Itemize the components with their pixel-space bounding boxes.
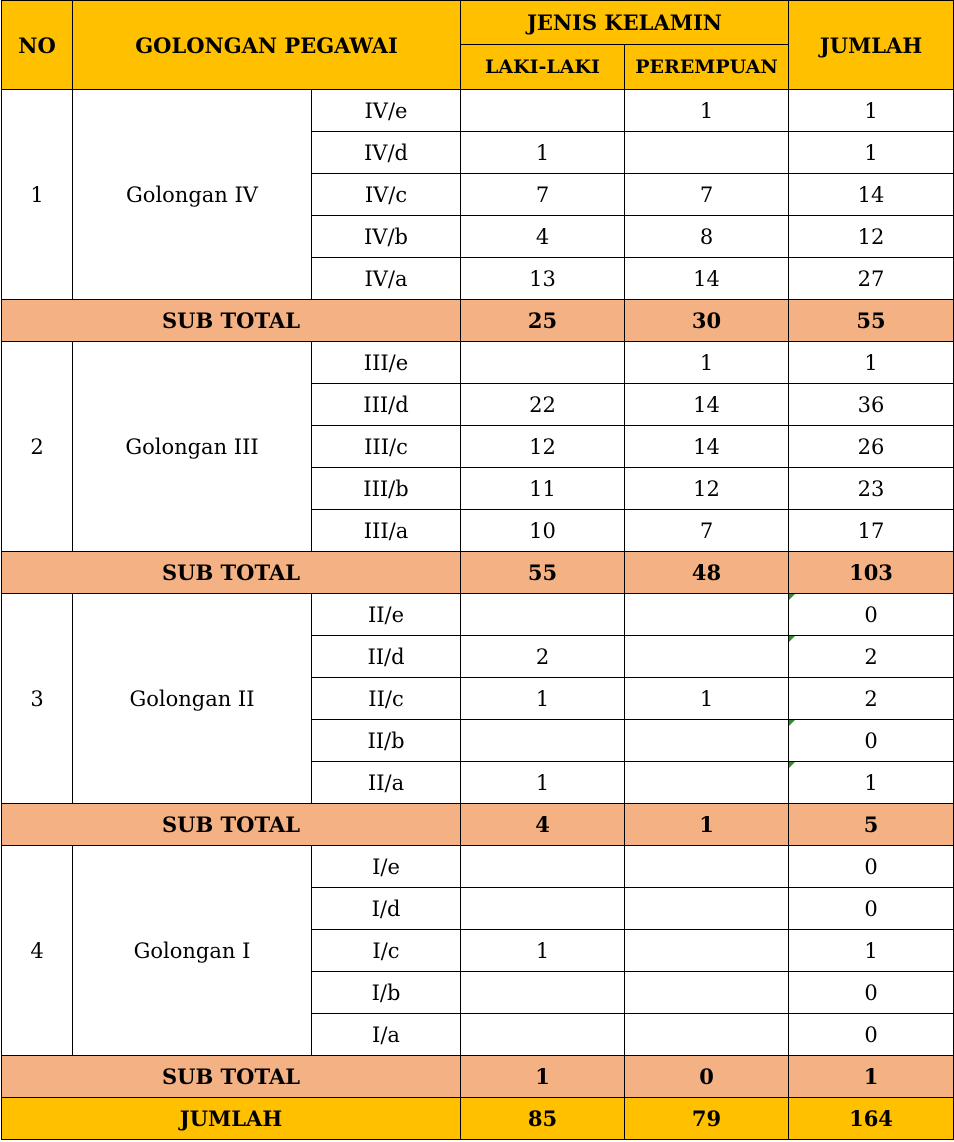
- employee-rank-table: [1, 0, 954, 1140]
- group-number: 2: [2, 342, 73, 552]
- row-total: 12: [789, 216, 954, 258]
- row-total: [789, 762, 954, 804]
- subtotal-male: 1: [461, 1056, 625, 1098]
- male-count: [461, 342, 625, 384]
- female-count: 1: [625, 342, 789, 384]
- header-laki-laki: LAKI-LAKI: [461, 45, 625, 90]
- male-count: 11: [461, 468, 625, 510]
- female-count: [625, 1014, 789, 1056]
- subtotal-total: 1: [789, 1056, 954, 1098]
- row-total-value: 2: [864, 644, 878, 669]
- row-total: 0: [789, 1014, 954, 1056]
- grand-total-female: 79: [625, 1098, 789, 1140]
- row-total: 1: [789, 132, 954, 174]
- male-count: [461, 1014, 625, 1056]
- grade-cell: I/c: [312, 930, 461, 972]
- row-total: 27: [789, 258, 954, 300]
- male-count: [461, 720, 625, 762]
- subtotal-label: SUB TOTAL: [2, 804, 461, 846]
- subtotal-female: 0: [625, 1056, 789, 1098]
- female-count: 14: [625, 258, 789, 300]
- row-total: 1: [789, 90, 954, 132]
- formula-marker-icon: [789, 594, 795, 600]
- subtotal-total: 55: [789, 300, 954, 342]
- male-count: 10: [461, 510, 625, 552]
- group-number: 3: [2, 594, 73, 804]
- male-count: [461, 846, 625, 888]
- formula-marker-icon: [789, 720, 795, 726]
- male-count: 1: [461, 132, 625, 174]
- male-count: 1: [461, 678, 625, 720]
- grade-cell: III/a: [312, 510, 461, 552]
- female-count: 7: [625, 510, 789, 552]
- male-count: 12: [461, 426, 625, 468]
- subtotal-row: [2, 552, 954, 594]
- table-row: [2, 594, 954, 636]
- grade-cell: II/e: [312, 594, 461, 636]
- table-body: [2, 90, 954, 1098]
- row-total-value: 0: [864, 728, 878, 753]
- subtotal-total: 5: [789, 804, 954, 846]
- grade-cell: III/c: [312, 426, 461, 468]
- table-row: [2, 846, 954, 888]
- group-name: Golongan II: [73, 594, 312, 804]
- grade-cell: IV/d: [312, 132, 461, 174]
- male-count: 1: [461, 930, 625, 972]
- row-total: 0: [789, 972, 954, 1014]
- grade-cell: I/a: [312, 1014, 461, 1056]
- header-jumlah: JUMLAH: [789, 1, 954, 90]
- grand-total-male: 85: [461, 1098, 625, 1140]
- group-name: Golongan I: [73, 846, 312, 1056]
- subtotal-label: SUB TOTAL: [2, 1056, 461, 1098]
- female-count: 14: [625, 384, 789, 426]
- female-count: 7: [625, 174, 789, 216]
- grade-cell: II/a: [312, 762, 461, 804]
- grade-cell: III/d: [312, 384, 461, 426]
- male-count: [461, 594, 625, 636]
- grade-cell: I/b: [312, 972, 461, 1014]
- male-count: [461, 972, 625, 1014]
- header-golongan-pegawai: GOLONGAN PEGAWAI: [73, 1, 461, 90]
- header-no: NO: [2, 1, 73, 90]
- female-count: 14: [625, 426, 789, 468]
- row-total: [789, 636, 954, 678]
- row-total: 1: [789, 342, 954, 384]
- female-count: [625, 888, 789, 930]
- grade-cell: IV/e: [312, 90, 461, 132]
- male-count: [461, 888, 625, 930]
- female-count: 8: [625, 216, 789, 258]
- grade-cell: III/e: [312, 342, 461, 384]
- group-name: Golongan IV: [73, 90, 312, 300]
- subtotal-male: 25: [461, 300, 625, 342]
- male-count: 4: [461, 216, 625, 258]
- male-count: [461, 90, 625, 132]
- female-count: [625, 594, 789, 636]
- grade-cell: II/d: [312, 636, 461, 678]
- table-row: [2, 90, 954, 132]
- row-total: [789, 720, 954, 762]
- subtotal-female: 1: [625, 804, 789, 846]
- row-total: 17: [789, 510, 954, 552]
- female-count: [625, 132, 789, 174]
- subtotal-female: 48: [625, 552, 789, 594]
- formula-marker-icon: [789, 636, 795, 642]
- female-count: [625, 636, 789, 678]
- row-total: 23: [789, 468, 954, 510]
- male-count: 2: [461, 636, 625, 678]
- subtotal-label: SUB TOTAL: [2, 552, 461, 594]
- header-perempuan: PEREMPUAN: [625, 45, 789, 90]
- row-total: 2: [789, 678, 954, 720]
- female-count: 1: [625, 90, 789, 132]
- row-total: 0: [789, 888, 954, 930]
- male-count: 7: [461, 174, 625, 216]
- row-total-value: 1: [864, 770, 878, 795]
- female-count: 12: [625, 468, 789, 510]
- grand-total-row: [2, 1098, 954, 1140]
- group-number: 1: [2, 90, 73, 300]
- female-count: 1: [625, 678, 789, 720]
- grade-cell: IV/a: [312, 258, 461, 300]
- female-count: [625, 846, 789, 888]
- subtotal-male: 4: [461, 804, 625, 846]
- female-count: [625, 720, 789, 762]
- male-count: 13: [461, 258, 625, 300]
- group-number: 4: [2, 846, 73, 1056]
- grand-total-label: JUMLAH: [2, 1098, 461, 1140]
- grade-cell: II/c: [312, 678, 461, 720]
- header-jenis-kelamin: JENIS KELAMIN: [461, 1, 789, 45]
- formula-marker-icon: [789, 762, 795, 768]
- subtotal-female: 30: [625, 300, 789, 342]
- subtotal-male: 55: [461, 552, 625, 594]
- grade-cell: IV/b: [312, 216, 461, 258]
- table-row: [2, 342, 954, 384]
- grade-cell: II/b: [312, 720, 461, 762]
- group-name: Golongan III: [73, 342, 312, 552]
- grade-cell: III/b: [312, 468, 461, 510]
- grade-cell: I/d: [312, 888, 461, 930]
- subtotal-total: 103: [789, 552, 954, 594]
- grade-cell: I/e: [312, 846, 461, 888]
- female-count: [625, 972, 789, 1014]
- row-total: 26: [789, 426, 954, 468]
- female-count: [625, 762, 789, 804]
- male-count: 1: [461, 762, 625, 804]
- subtotal-row: [2, 300, 954, 342]
- subtotal-row: [2, 1056, 954, 1098]
- row-total: 36: [789, 384, 954, 426]
- row-total: 0: [789, 846, 954, 888]
- row-total-value: 0: [864, 602, 878, 627]
- female-count: [625, 930, 789, 972]
- subtotal-row: [2, 804, 954, 846]
- row-total: 14: [789, 174, 954, 216]
- grade-cell: IV/c: [312, 174, 461, 216]
- row-total: 1: [789, 930, 954, 972]
- male-count: 22: [461, 384, 625, 426]
- row-total: [789, 594, 954, 636]
- subtotal-label: SUB TOTAL: [2, 300, 461, 342]
- grand-total-total: 164: [789, 1098, 954, 1140]
